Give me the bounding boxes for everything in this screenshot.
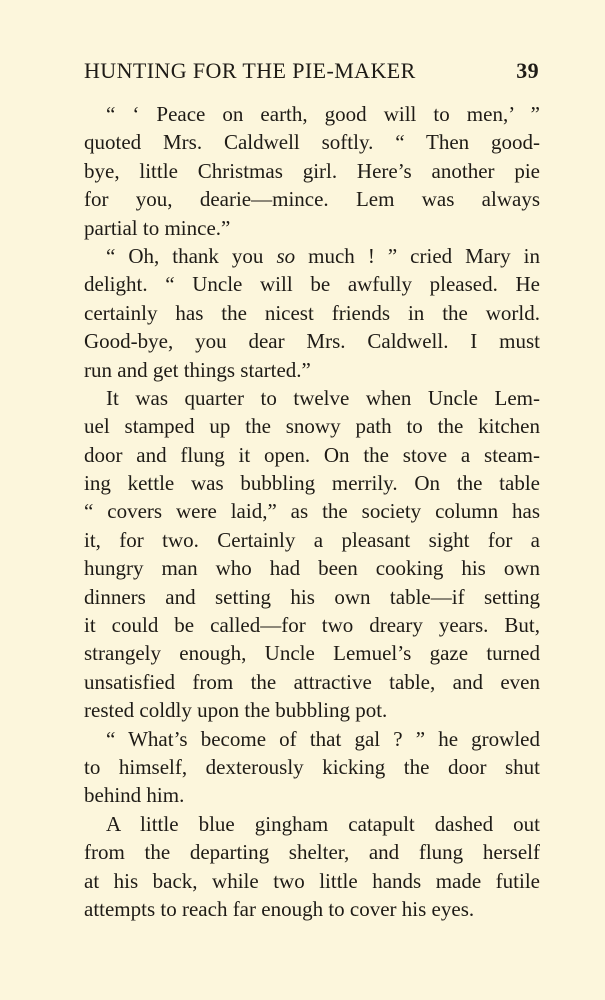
text-line: uel stamped up the snowy path to the kitchen [84, 414, 540, 439]
page-number: 39 [516, 58, 539, 83]
text-line: “ covers were laid,” as the society column has [84, 499, 540, 524]
text-line: “ What’s become of that gal ? ” he growled [106, 726, 540, 751]
text-line: at his back, while two little hands made futile [84, 868, 540, 893]
text-line: partial to mince.” [84, 215, 231, 240]
text-line: it, for two. Certainly a pleasant sight for a [84, 527, 540, 552]
text-line: Good-bye, you dear Mrs. Caldwell. I must [84, 329, 540, 354]
running-head [84, 58, 539, 88]
text-line: It was quarter to twelve when Uncle Lem- [106, 385, 540, 410]
text-line: ing kettle was bubbling merrily. On the table [84, 471, 540, 496]
text-line: hungry man who had been cooking his own [84, 556, 540, 581]
text-line: certainly has the nicest friends in the world. [84, 300, 540, 325]
text-line: “ ‘ Peace on earth, good will to men,’ ” [106, 102, 540, 126]
text-line: strangely enough, Uncle Lemuel’s gaze turned [84, 641, 540, 666]
running-title: HUNTING FOR THE PIE-MAKER [84, 58, 416, 83]
text-line: A little blue gingham catapult dashed out [106, 811, 540, 836]
text-line: bye, little Christmas girl. Here’s another pie [84, 158, 540, 183]
text-line: “ Oh, thank you so much ! ” cried Mary in [106, 243, 540, 268]
text-line: quoted Mrs. Caldwell softly. “ Then good- [84, 130, 540, 155]
text-line: dinners and setting his own table—if setting [84, 584, 540, 609]
text-line: unsatisfied from the attractive table, and even [84, 669, 540, 694]
text-line: door and flung it open. On the stove a steam- [84, 442, 540, 467]
text-line: rested coldly upon the bubbling pot. [84, 698, 388, 723]
text-line: delight. “ Uncle will be awfully pleased. He [84, 272, 540, 297]
text-line: to himself, dexterously kicking the door shut [84, 754, 540, 779]
text-line: it could be called—for two dreary years. But, [84, 613, 540, 638]
text-line: for you, dearie—mince. Lem was always [84, 187, 540, 212]
emphasis: so [276, 243, 296, 268]
text-line: run and get things started.” [84, 357, 311, 382]
text-line: attempts to reach far enough to cover his eyes. [84, 896, 475, 921]
text-line: behind him. [84, 783, 185, 808]
body-text [84, 100, 540, 923]
text-line: from the departing shelter, and flung herself [84, 840, 540, 865]
